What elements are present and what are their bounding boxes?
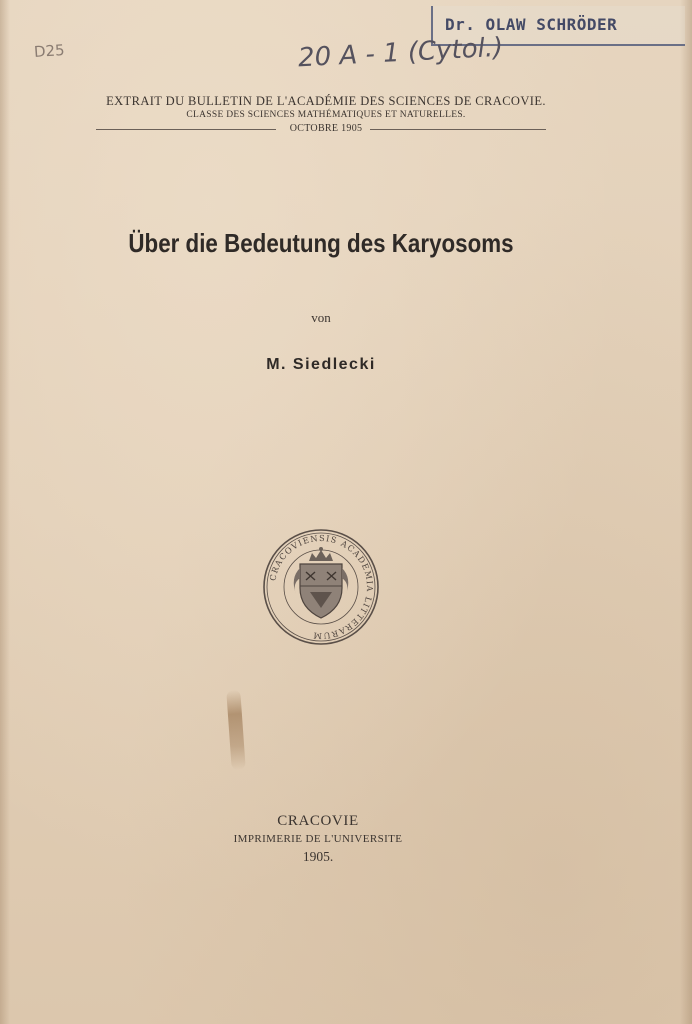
header-bulletin-line: EXTRAIT DU BULLETIN DE L'ACADÉMIE DES SCIENCES DE CRACOVIE. (106, 94, 546, 108)
author-name: M. Siedlecki (266, 356, 376, 373)
seal-text: CRACOVIENSIS ACADEMIA LITTERARUM (267, 532, 376, 642)
imprint-printer: IMPRIMERIE DE L'UNIVERSITE (233, 833, 403, 845)
byline-von: von (311, 310, 331, 325)
paper-title: Über die Bedeutung des Karyosoms (128, 228, 514, 258)
imprint-footer (0, 812, 636, 867)
publication-header (0, 94, 652, 136)
header-class-line: CLASSE DES SCIENCES MATHÉMATIQUES ET NATURELLES. (186, 110, 466, 120)
imprint-year: 1905. (302, 849, 334, 864)
header-rule-left (96, 129, 276, 130)
handwritten-corner-mark: D25 (33, 40, 66, 62)
imprint-city: CRACOVIE (277, 813, 359, 829)
paper-stain (226, 690, 246, 771)
paper-edge-right (680, 0, 692, 1024)
header-date: OCTOBRE 1905 (289, 123, 363, 134)
handwritten-shelf-mark: 20 A - 1 (Cytol.) (297, 32, 504, 74)
header-date-row (0, 122, 652, 136)
paper-edge-left (0, 0, 10, 1024)
academy-seal-icon (262, 528, 380, 646)
owner-stamp-text: Dr. OLAW SCHRÖDER (445, 15, 618, 34)
header-rule-right (370, 129, 546, 130)
